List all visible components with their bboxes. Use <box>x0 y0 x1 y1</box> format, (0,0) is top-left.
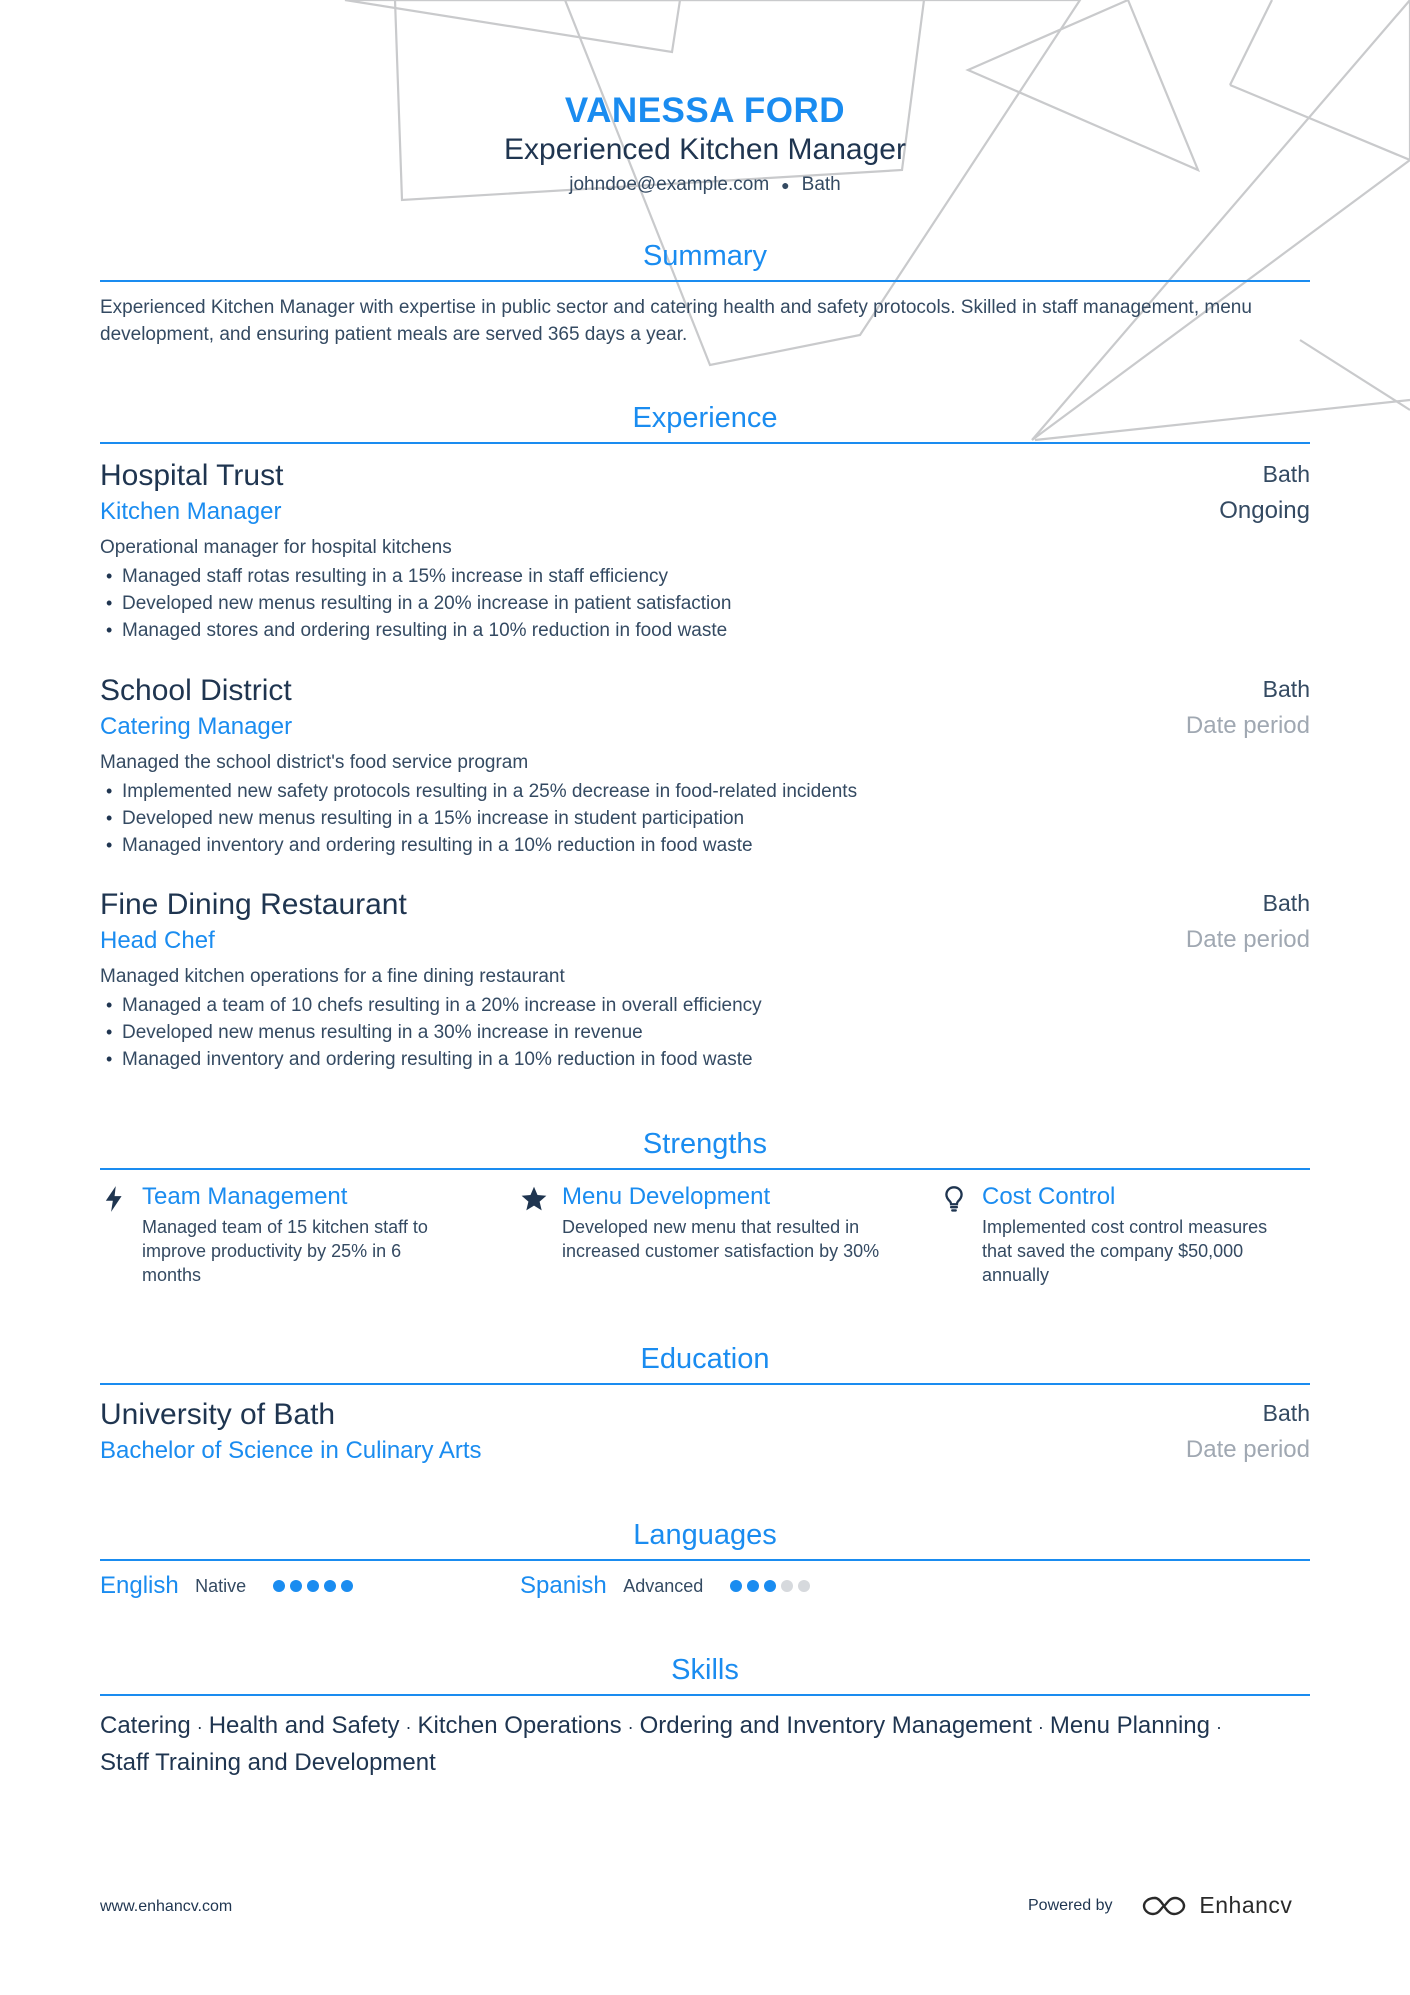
section-title-languages: Languages <box>633 1519 777 1551</box>
section-title-strengths: Strengths <box>642 1128 768 1160</box>
skill-item: Health and Safety <box>208 1712 400 1739</box>
achievement-item: • Managed a team of 10 chefs resulting in a 20% increase in overall efficiency <box>100 992 1310 1019</box>
background-decoration <box>0 0 1410 460</box>
achievement-list <box>100 778 1310 859</box>
experience-entry <box>100 458 1310 644</box>
summary-section <box>100 238 1310 348</box>
education-date: Date period <box>1185 1436 1310 1463</box>
section-divider <box>100 1694 1310 1696</box>
job-date: Date period <box>1185 712 1310 739</box>
job-date: Ongoing <box>1219 497 1310 524</box>
candidate-name: VANESSA FORD <box>564 91 846 130</box>
skill-separator: · <box>405 1717 412 1737</box>
skill-item: Catering <box>100 1712 191 1739</box>
skills-list <box>100 1708 1310 1780</box>
section-title-skills: Skills <box>671 1654 739 1686</box>
achievement-list <box>100 563 1310 644</box>
section-divider <box>100 1559 1310 1561</box>
company-name: Hospital Trust <box>100 459 284 492</box>
rating-dot <box>324 1580 336 1592</box>
star-icon <box>520 1185 548 1213</box>
separator-dot: ● <box>781 177 790 193</box>
skill-item: Staff Training and Development <box>100 1749 436 1776</box>
section-divider <box>100 1383 1310 1385</box>
strength-description: Implemented cost control measures that saved the company $50,000 annually <box>982 1217 1268 1285</box>
rating-dot <box>307 1580 319 1592</box>
skill-item: Menu Planning <box>1049 1712 1210 1739</box>
email-link[interactable]: johndoe@example.com <box>569 174 770 196</box>
strength-title: Team Management <box>142 1183 348 1210</box>
job-title: Head Chef <box>100 927 215 954</box>
skill-item: Kitchen Operations <box>417 1712 622 1739</box>
contact-line <box>100 172 1310 198</box>
contact-location: Bath <box>801 174 841 196</box>
achievement-item: • Implemented new safety protocols resulting in a 25% decrease in food-related incidents <box>100 778 1310 805</box>
lightning-icon <box>100 1185 128 1213</box>
company-name: Fine Dining Restaurant <box>100 888 407 921</box>
rating-dot <box>341 1580 353 1592</box>
school-location: Bath <box>1262 1400 1310 1426</box>
job-location: Bath <box>1262 890 1310 916</box>
school-name: University of Bath <box>100 1398 336 1431</box>
job-description: Managed kitchen operations for a fine dining restaurant <box>100 966 565 987</box>
language-level: Advanced <box>623 1576 704 1596</box>
skill-separator: · <box>196 1717 203 1737</box>
strength-item <box>100 1181 460 1287</box>
candidate-headline: Experienced Kitchen Manager <box>504 133 906 166</box>
language-rating <box>273 1577 358 1595</box>
strength-description: Managed team of 15 kitchen staff to improve productivity by 25% in 6 months <box>142 1217 428 1285</box>
section-divider <box>100 1168 1310 1170</box>
degree-name: Bachelor of Science in Culinary Arts <box>100 1437 482 1464</box>
language-item <box>520 1570 815 1602</box>
strength-title: Menu Development <box>562 1183 771 1210</box>
achievement-item: • Developed new menus resulting in a 30% increase in revenue <box>100 1019 1310 1046</box>
skills-section <box>100 1652 1310 1780</box>
achievement-item: • Managed inventory and ordering resulting in a 10% reduction in food waste <box>100 832 1310 859</box>
section-title-education: Education <box>640 1343 770 1375</box>
skill-separator: · <box>1037 1717 1044 1737</box>
enhancv-logo-icon <box>1141 1894 1187 1918</box>
achievement-list <box>100 992 1310 1073</box>
education-entry <box>100 1397 1310 1467</box>
rating-dot <box>290 1580 302 1592</box>
strength-item <box>940 1181 1300 1287</box>
enhancv-brand-name: Enhancv <box>1199 1892 1293 1918</box>
language-item <box>100 1570 358 1602</box>
job-title: Kitchen Manager <box>100 498 282 525</box>
summary-text: Experienced Kitchen Manager with expertise in public sector and catering health and safety protocols. Skilled in staff management, menu development, and ensuring patient meals are served 365 days a year. <box>100 297 1252 345</box>
job-location: Bath <box>1262 676 1310 702</box>
job-location: Bath <box>1262 461 1310 487</box>
experience-entry <box>100 673 1310 859</box>
achievement-item: • Managed inventory and ordering resulting in a 10% reduction in food waste <box>100 1046 1310 1073</box>
achievement-item: • Developed new menus resulting in a 15% increase in student participation <box>100 805 1310 832</box>
language-rating <box>730 1577 815 1595</box>
company-name: School District <box>100 674 292 707</box>
rating-dot <box>747 1580 759 1592</box>
job-title: Catering Manager <box>100 713 293 740</box>
strength-title: Cost Control <box>982 1183 1116 1210</box>
lightbulb-icon <box>940 1185 968 1213</box>
strength-description: Developed new menu that resulted in increased customer satisfaction by 30% <box>562 1217 880 1261</box>
section-title-experience: Experience <box>632 402 778 434</box>
rating-dot <box>798 1580 810 1592</box>
powered-by-label: Powered by <box>1028 1896 1113 1914</box>
language-level: Native <box>195 1576 247 1596</box>
languages-section <box>100 1517 1310 1561</box>
education-section <box>100 1341 1310 1385</box>
achievement-item: • Managed stores and ordering resulting in a 10% reduction in food waste <box>100 617 1310 644</box>
footer-website-link[interactable]: www.enhancv.com <box>100 1898 233 1915</box>
skill-separator: · <box>627 1717 634 1737</box>
section-title-summary: Summary <box>642 240 768 272</box>
job-description: Managed the school district's food service program <box>100 752 529 773</box>
rating-dot <box>273 1580 285 1592</box>
language-name: English <box>100 1572 179 1599</box>
rating-dot <box>764 1580 776 1592</box>
skill-separator: · <box>1216 1717 1222 1737</box>
rating-dot <box>781 1580 793 1592</box>
strengths-section <box>100 1126 1310 1170</box>
achievement-item: • Managed staff rotas resulting in a 15% increase in staff efficiency <box>100 563 1310 590</box>
job-date: Date period <box>1185 926 1310 953</box>
footer-branding[interactable] <box>1028 1892 1292 1920</box>
job-description: Operational manager for hospital kitchens <box>100 537 452 558</box>
achievement-item: • Developed new menus resulting in a 20% increase in patient satisfaction <box>100 590 1310 617</box>
strength-item <box>520 1181 880 1263</box>
rating-dot <box>730 1580 742 1592</box>
section-divider <box>100 442 1310 444</box>
experience-entry <box>100 887 1310 1073</box>
skill-item: Ordering and Inventory Management <box>639 1712 1032 1739</box>
section-divider <box>100 280 1310 282</box>
resume-header <box>100 90 1310 198</box>
languages-list <box>100 1570 1310 1604</box>
experience-section <box>100 400 1310 444</box>
language-name: Spanish <box>520 1572 607 1599</box>
